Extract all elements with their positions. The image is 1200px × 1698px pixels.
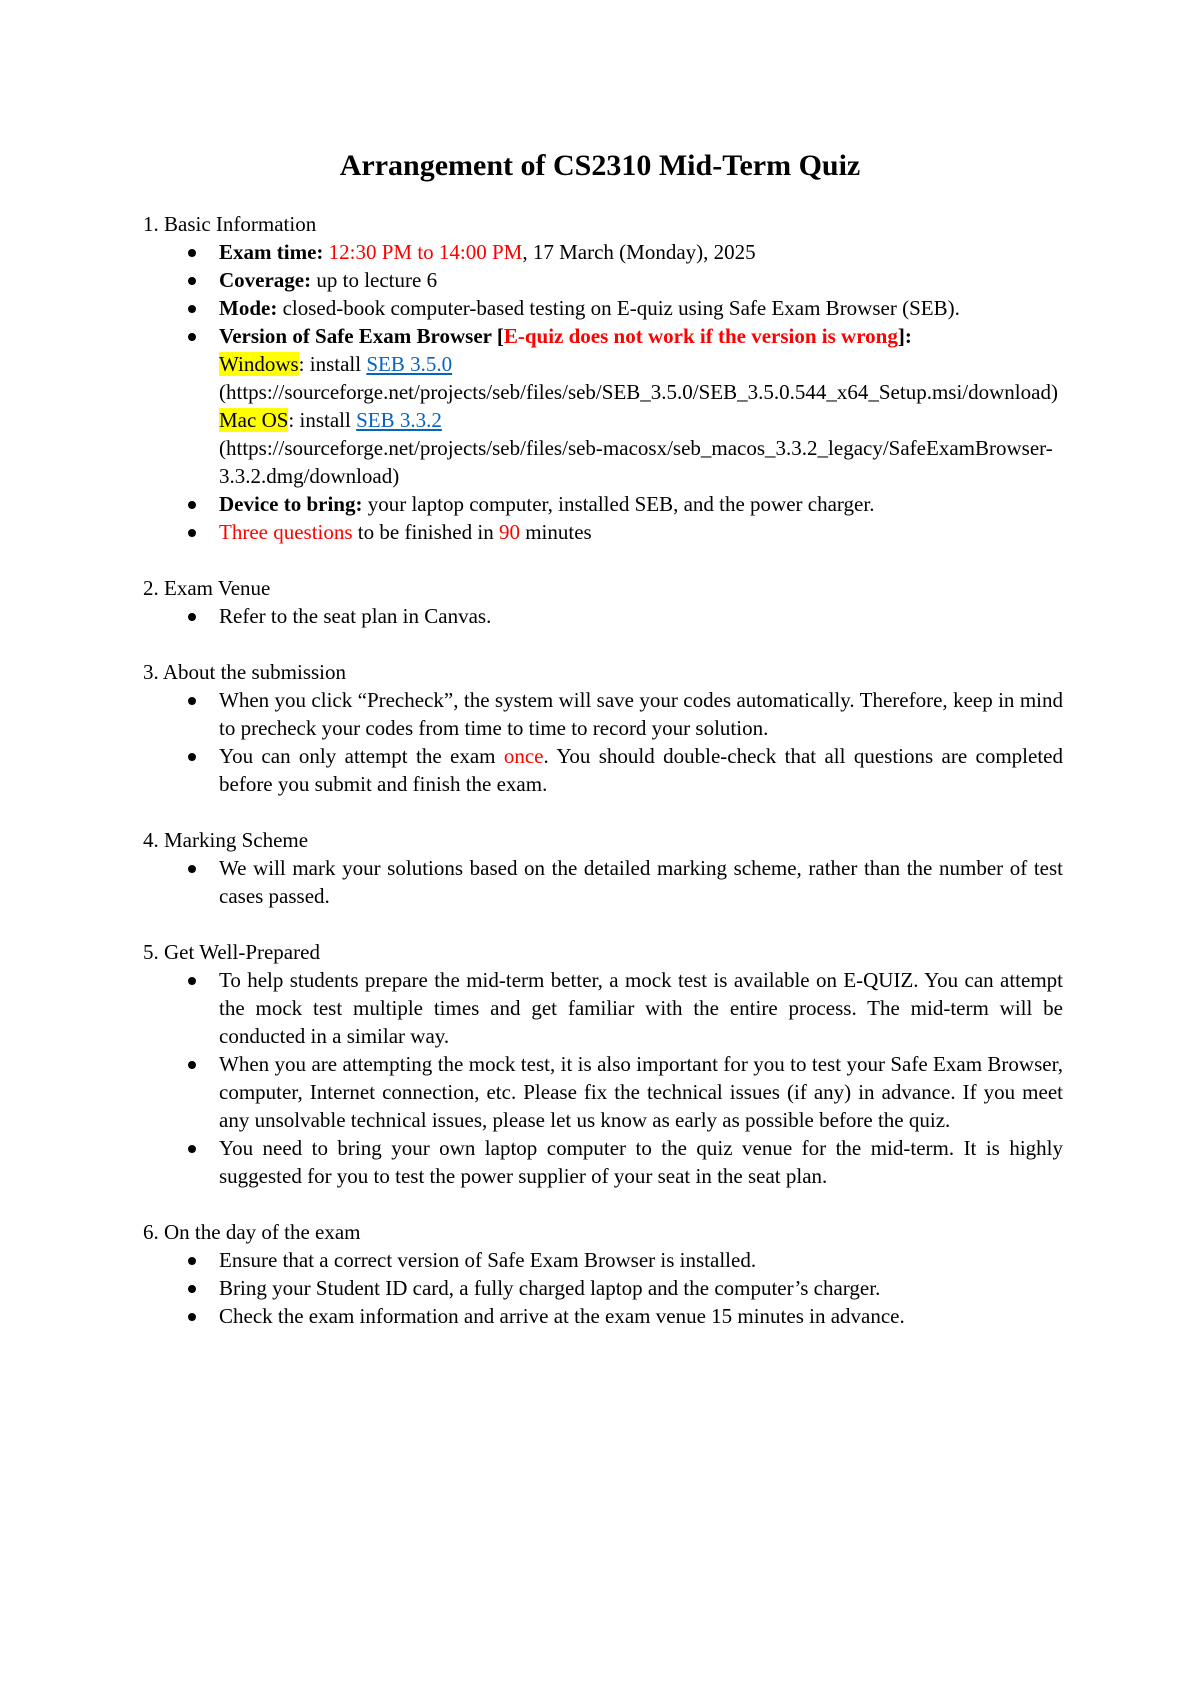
exam-time-value: 12:30 PM to 14:00 PM [328, 240, 523, 264]
bullet-list [143, 854, 1063, 910]
windows-install-line [219, 350, 1063, 378]
list-item [219, 1246, 1063, 1274]
coverage-label: Coverage: [219, 268, 312, 292]
section-heading: 1. Basic Information [143, 212, 317, 236]
attempt-rest: . You should double-check that all questions are completed before you submit and finish the exam. [219, 744, 1063, 796]
bullet-icon [188, 333, 196, 341]
list-item-mode [219, 294, 1063, 322]
section-marking-scheme [143, 826, 1063, 910]
section-heading: 3. About the submission [143, 660, 347, 684]
bullet-icon [188, 753, 196, 761]
bullet-icon [188, 1061, 196, 1069]
list-item [219, 602, 1063, 630]
list-item-coverage [219, 266, 1063, 294]
question-count: Three questions [219, 520, 353, 544]
mode-text: closed-book computer-based testing on E-quiz using Safe Exam Browser (SEB). [277, 296, 960, 320]
list-item [219, 1274, 1063, 1302]
exam-time-label: Exam time: [219, 240, 324, 264]
bullet-icon [188, 501, 196, 509]
mac-label: Mac OS [219, 408, 289, 432]
install-text: : install [288, 408, 357, 432]
questions-mid-text: to be finished in [352, 520, 499, 544]
mac-install-line [219, 406, 1063, 434]
mode-label: Mode: [219, 296, 278, 320]
list-item-text: Bring your Student ID card, a fully charged laptop and the computer’s charger. [219, 1276, 881, 1300]
bullet-list [143, 686, 1063, 798]
list-item [219, 686, 1063, 742]
coverage-text: up to lecture 6 [311, 268, 438, 292]
list-item-device [219, 490, 1063, 518]
document-body [143, 210, 1063, 1358]
bullet-list [143, 966, 1063, 1190]
list-item-text: We will mark your solutions based on the detailed marking scheme, rather than the number of test cases passed. [219, 856, 1063, 908]
list-item-text: Refer to the seat plan in Canvas. [219, 604, 492, 628]
windows-label: Windows [219, 352, 299, 376]
bullet-icon [188, 697, 196, 705]
section-heading: 4. Marking Scheme [143, 828, 309, 852]
bullet-icon [188, 249, 196, 257]
list-item [219, 1134, 1063, 1190]
bullet-icon [188, 1285, 196, 1293]
attempt-text: You can only attempt the exam [219, 744, 504, 768]
mac-seb-link[interactable]: SEB 3.3.2 [356, 408, 442, 432]
list-item-text: When you click “Precheck”, the system will save your codes automatically. Therefore, keep in mind to precheck your codes from time to time to record your solution. [219, 688, 1063, 740]
exam-duration: 90 [498, 520, 520, 544]
list-item-questions [219, 518, 1063, 546]
windows-seb-link[interactable]: SEB 3.5.0 [366, 352, 453, 376]
section-exam-venue [143, 574, 1063, 630]
bullet-icon [188, 1257, 196, 1265]
list-item-seb-version [219, 322, 1063, 490]
bullet-icon [188, 305, 196, 313]
seb-version-label: Version of Safe Exam Browser [219, 324, 492, 348]
list-item-text: Check the exam information and arrive at the exam venue 15 minutes in advance. [219, 1304, 905, 1328]
bullet-icon [188, 977, 196, 985]
device-label: Device to bring: [219, 492, 363, 516]
list-item [219, 854, 1063, 910]
attempt-once: once [503, 744, 544, 768]
section-heading: 6. On the day of the exam [143, 1220, 361, 1244]
questions-end-text: minutes [519, 520, 592, 544]
list-item [219, 1050, 1063, 1134]
list-item-text: To help students prepare the mid-term better, a mock test is available on E-QUIZ. You can attempt the mock test multiple times and get familiar with the entire process. The mid-term will be conducted in a similar way. [219, 968, 1063, 1048]
list-item-text: When you are attempting the mock test, it is also important for you to test your Safe Exam Browser, computer, Internet connection, etc. Please fix the technical issues (if any) in advance. If you meet any unsolvable technical issues, please let us know as early as possible before the quiz. [219, 1052, 1063, 1132]
list-item [219, 966, 1063, 1050]
section-submission [143, 658, 1063, 798]
bullet-icon [188, 1313, 196, 1321]
bullet-icon [188, 277, 196, 285]
bullet-list [143, 602, 1063, 630]
bullet-list [143, 238, 1063, 546]
section-heading: 2. Exam Venue [143, 576, 271, 600]
bullet-icon [188, 1145, 196, 1153]
page-title: Arrangement of CS2310 Mid-Term Quiz [339, 149, 861, 182]
section-get-well-prepared [143, 938, 1063, 1190]
list-item-exam-time [219, 238, 1063, 266]
seb-version-warning: E-quiz does not work if the version is wrong [503, 324, 898, 348]
section-basic-information [143, 210, 1063, 546]
list-item-text: Ensure that a correct version of Safe Exam Browser is installed. [219, 1248, 757, 1272]
list-item [219, 742, 1063, 798]
exam-date: , 17 March (Monday), 2025 [522, 240, 756, 264]
windows-download-url: (https://sourceforge.net/projects/seb/files/seb/SEB_3.5.0/SEB_3.5.0.544_x64_Setup.msi/download) [219, 380, 1058, 404]
device-text: your laptop computer, installed SEB, and the power charger. [362, 492, 875, 516]
install-text: : install [298, 352, 367, 376]
list-item [219, 1302, 1063, 1330]
bullet-icon [188, 865, 196, 873]
section-exam-day [143, 1218, 1063, 1330]
list-item-text: You need to bring your own laptop computer to the quiz venue for the mid-term. It is highly suggested for you to test the power supplier of your seat in the seat plan. [219, 1136, 1063, 1188]
section-heading: 5. Get Well-Prepared [143, 940, 320, 964]
seb-version-close: ]: [897, 324, 912, 348]
bullet-list [143, 1246, 1063, 1330]
bullet-icon [188, 529, 196, 537]
bullet-icon [188, 613, 196, 621]
mac-download-url: (https://sourceforge.net/projects/seb/files/seb-macosx/seb_macos_3.3.2_legacy/SafeExamBrowser-3.3.2.dmg/download) [219, 436, 1053, 488]
seb-version-open: [ [491, 324, 504, 348]
